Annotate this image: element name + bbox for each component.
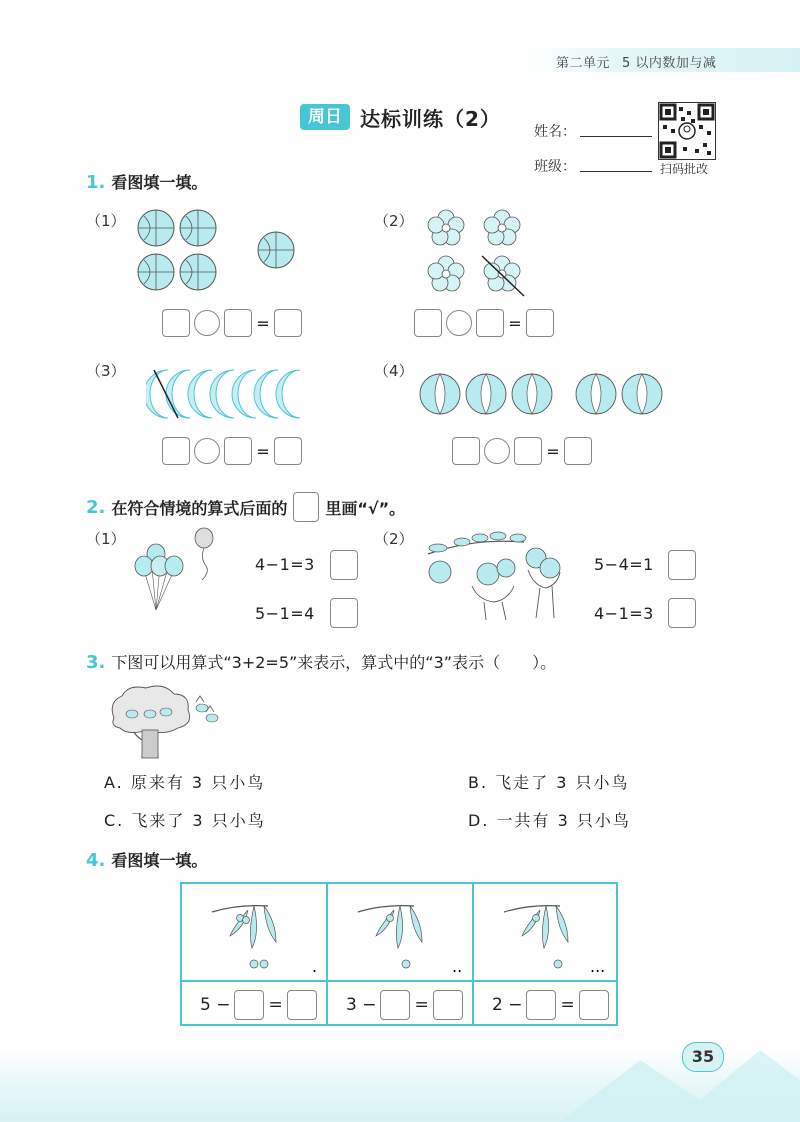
answer-box[interactable] bbox=[579, 990, 609, 1020]
answer-box[interactable] bbox=[224, 437, 252, 465]
qr-code-icon bbox=[659, 103, 715, 159]
mountain-decoration bbox=[560, 1040, 800, 1122]
q2-title-pre: 在符合情境的算式后面的 bbox=[111, 498, 288, 518]
cherry-branch-illustration bbox=[208, 892, 318, 974]
balloon-icon bbox=[135, 528, 213, 576]
page-title: 达标训练（2） bbox=[360, 107, 501, 131]
unit-header bbox=[556, 52, 728, 71]
option-b[interactable]: B. 飞走了 3 只小鸟 bbox=[468, 773, 630, 792]
cherry-branch-illustration bbox=[354, 892, 464, 974]
leaf-icon bbox=[230, 906, 276, 948]
cherry-table bbox=[180, 882, 618, 1026]
answer-box[interactable] bbox=[414, 309, 442, 337]
equals-sign: = bbox=[546, 441, 560, 461]
leaf-icon bbox=[376, 906, 422, 948]
operator-circle[interactable] bbox=[484, 438, 510, 464]
apple-icon bbox=[429, 548, 560, 585]
q1-part1-equation bbox=[162, 309, 302, 337]
q2-heading bbox=[86, 492, 405, 522]
q4-heading bbox=[86, 848, 207, 871]
table-cell bbox=[474, 884, 620, 1024]
equals-sign: = bbox=[414, 995, 429, 1015]
equation-start: 3 − bbox=[346, 995, 377, 1015]
q3-number: 3. bbox=[86, 652, 106, 673]
q2-part1-formula1: 4−1=3 bbox=[255, 555, 315, 574]
q1-part3-equation bbox=[162, 437, 302, 465]
answer-box[interactable] bbox=[514, 437, 542, 465]
equation-start: 2 − bbox=[492, 995, 523, 1015]
q1-part4-equation bbox=[452, 437, 592, 465]
q1-heading bbox=[86, 170, 207, 193]
q3-heading bbox=[86, 650, 556, 673]
q2-part2-label: （2） bbox=[374, 530, 414, 548]
table-cell bbox=[328, 884, 474, 1024]
answer-box[interactable] bbox=[224, 309, 252, 337]
q4-number: 4. bbox=[86, 850, 106, 871]
answer-box[interactable] bbox=[274, 437, 302, 465]
basketballs-illustration bbox=[136, 206, 306, 296]
check-box[interactable] bbox=[668, 598, 696, 628]
leaf-icon bbox=[429, 532, 526, 552]
q1-part4-label: （4） bbox=[374, 362, 414, 380]
equals-sign: = bbox=[508, 313, 522, 333]
table-equation bbox=[200, 990, 317, 1020]
option-c[interactable]: C. 飞来了 3 只小鸟 bbox=[104, 811, 266, 830]
dots-mark: .. bbox=[452, 957, 463, 974]
answer-box[interactable] bbox=[433, 990, 463, 1020]
unit-label: 第二单元 bbox=[556, 56, 611, 71]
unit-topic: 5 以内数加与减 bbox=[622, 56, 717, 71]
page-number: 35 bbox=[682, 1042, 724, 1072]
q2-part2-formula1: 5−4=1 bbox=[594, 555, 654, 574]
dots-mark: ... bbox=[590, 957, 606, 974]
equals-sign: = bbox=[268, 995, 283, 1015]
q1-number: 1. bbox=[86, 172, 106, 193]
q2-part2-formula2: 4−1=3 bbox=[594, 604, 654, 623]
q1-part2-equation bbox=[414, 309, 554, 337]
table-equation bbox=[346, 990, 463, 1020]
leaf-icon bbox=[522, 906, 568, 948]
answer-box[interactable] bbox=[526, 309, 554, 337]
equals-sign: = bbox=[256, 441, 270, 461]
name-field[interactable] bbox=[580, 122, 652, 137]
q2-title-post: 里画“√”。 bbox=[325, 498, 406, 518]
class-field[interactable] bbox=[580, 157, 652, 172]
operator-circle[interactable] bbox=[194, 310, 220, 336]
answer-box[interactable] bbox=[234, 990, 264, 1020]
apple-tree-hands-illustration bbox=[424, 528, 564, 620]
table-equation bbox=[492, 990, 609, 1020]
q1-part3-label: （3） bbox=[86, 362, 126, 380]
beach-ball-icon bbox=[420, 374, 662, 414]
operator-circle[interactable] bbox=[446, 310, 472, 336]
answer-box[interactable] bbox=[162, 437, 190, 465]
q2-part1-label: （1） bbox=[86, 530, 126, 548]
answer-box[interactable] bbox=[476, 309, 504, 337]
option-d[interactable]: D. 一共有 3 只小鸟 bbox=[468, 811, 631, 830]
q3-title: 下图可以用算式“3+2=5”来表示，算式中的“3”表示（ ）。 bbox=[111, 653, 557, 672]
answer-box[interactable] bbox=[564, 437, 592, 465]
beach-balls-illustration bbox=[418, 372, 668, 416]
crescent-moon-icon bbox=[146, 370, 300, 418]
q1-title: 看图填一填。 bbox=[111, 173, 208, 192]
q2-part1-formula2: 5−1=4 bbox=[255, 604, 315, 623]
qr-code[interactable] bbox=[658, 102, 716, 160]
answer-box[interactable] bbox=[162, 309, 190, 337]
answer-box[interactable] bbox=[274, 309, 302, 337]
moons-illustration bbox=[146, 366, 306, 422]
tree-birds-illustration bbox=[108, 684, 228, 760]
day-badge: 周日 bbox=[300, 104, 350, 130]
q1-part2-label: （2） bbox=[374, 212, 414, 230]
answer-box[interactable] bbox=[287, 990, 317, 1020]
class-label: 班级： bbox=[534, 159, 576, 175]
table-cell bbox=[182, 884, 328, 1024]
q4-title: 看图填一填。 bbox=[111, 851, 208, 870]
equals-sign: = bbox=[560, 995, 575, 1015]
answer-box[interactable] bbox=[452, 437, 480, 465]
option-a[interactable]: A. 原来有 3 只小鸟 bbox=[104, 773, 266, 792]
equals-sign: = bbox=[256, 313, 270, 333]
check-box[interactable] bbox=[330, 598, 358, 628]
dots-mark: . bbox=[312, 957, 318, 974]
qr-caption: 扫码批改 bbox=[660, 162, 709, 176]
answer-box[interactable] bbox=[380, 990, 410, 1020]
cherry-branch-illustration bbox=[500, 892, 610, 974]
example-box bbox=[293, 492, 319, 522]
q2-number: 2. bbox=[86, 496, 106, 518]
balloons-illustration bbox=[130, 526, 222, 614]
flowers-illustration bbox=[422, 206, 532, 298]
answer-box[interactable] bbox=[526, 990, 556, 1020]
name-label: 姓名： bbox=[534, 124, 576, 140]
operator-circle[interactable] bbox=[194, 438, 220, 464]
check-box[interactable] bbox=[668, 550, 696, 580]
check-box[interactable] bbox=[330, 550, 358, 580]
q1-part1-label: （1） bbox=[86, 212, 126, 230]
equation-start: 5 − bbox=[200, 995, 231, 1015]
